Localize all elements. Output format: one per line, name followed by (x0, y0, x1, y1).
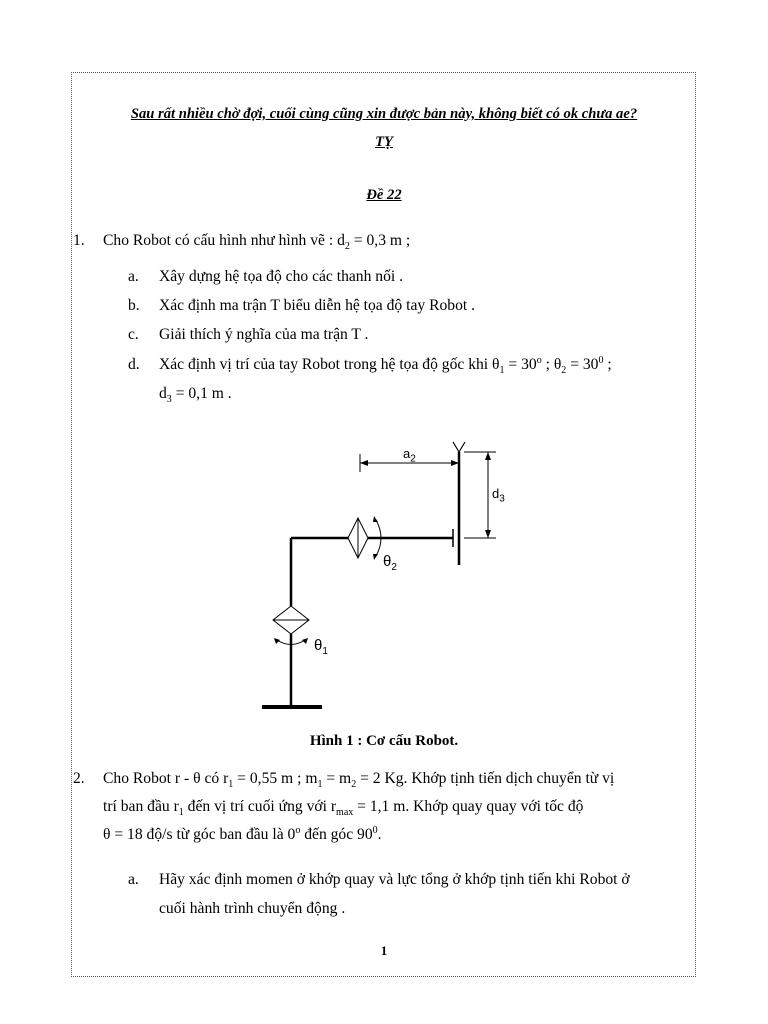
q2-item-a-line1: Hãy xác định momen ở khớp quay và lực tổng ở khớp tịnh tiến khi Robot ở (159, 871, 630, 888)
a2-label: $a_2$ (403, 446, 416, 465)
robot-diagram (240, 430, 520, 720)
q1-item-letter: b. (128, 297, 140, 314)
q1-item-text: Giải thích ý nghĩa của ma trận T . (159, 326, 369, 343)
page-number: 1 (380, 943, 388, 958)
q1-stem: Cho Robot có cấu hình như hình vẽ : $d_2 = 0,3$ m ; (103, 232, 411, 253)
figure-caption: Hình 1 : Cơ cấu Robot. (309, 733, 459, 749)
q1-item-text: Xây dựng hệ tọa độ cho các thanh nối . (159, 268, 404, 285)
q2-item-letter: a. (128, 871, 139, 888)
q1-number: 1. (73, 232, 85, 249)
d3-label: $d_3$ (492, 486, 505, 505)
q2-line3: θ = 18 độ/s từ góc ban đầu là 0$^o$ đến góc $90^0$. (103, 824, 382, 843)
q2-line1: Cho Robot r - θ có $r_1 = 0,55$ m ; $m_1 = m_2 = 2$ Kg. Khớp tịnh tiến dịch chuyển từ vị (103, 770, 615, 791)
gripper (453, 442, 465, 452)
q2-item-a-line2: cuối hành trình chuyển động . (159, 900, 346, 917)
header-name: TỴ (375, 134, 393, 150)
q1-item-d-line2: $d_3 = 0,1$ m . (159, 385, 232, 406)
q1-item-d-line1: Xác định vị trí của tay Robot trong hệ tọa độ gốc khi $\theta_1 = 30^o$ ; $\theta_2 = 30^0$ ; (159, 354, 612, 377)
q2-number: 2. (73, 770, 85, 787)
header-note: Sau rất nhiều chờ đợi, cuối cùng cũng xin được bản này, không biết có ok chưa ae? (130, 106, 638, 122)
q1-item-text: Xác định ma trận T biểu diễn hệ tọa độ tay Robot . (159, 297, 475, 314)
q1-item-letter: a. (128, 268, 139, 285)
q1-item-letter: d. (128, 356, 140, 373)
theta1-label: $\theta_1$ (314, 637, 328, 657)
q1-item-letter: c. (128, 326, 139, 343)
theta2-label: $\theta_2$ (383, 553, 397, 573)
q2-line2: trí ban đầu $r_1$ đến vị trí cuối ứng với $r_{max} = 1,1$ m. Khớp quay quay với tốc độ (103, 798, 584, 819)
exam-title: Đề 22 (366, 187, 402, 203)
